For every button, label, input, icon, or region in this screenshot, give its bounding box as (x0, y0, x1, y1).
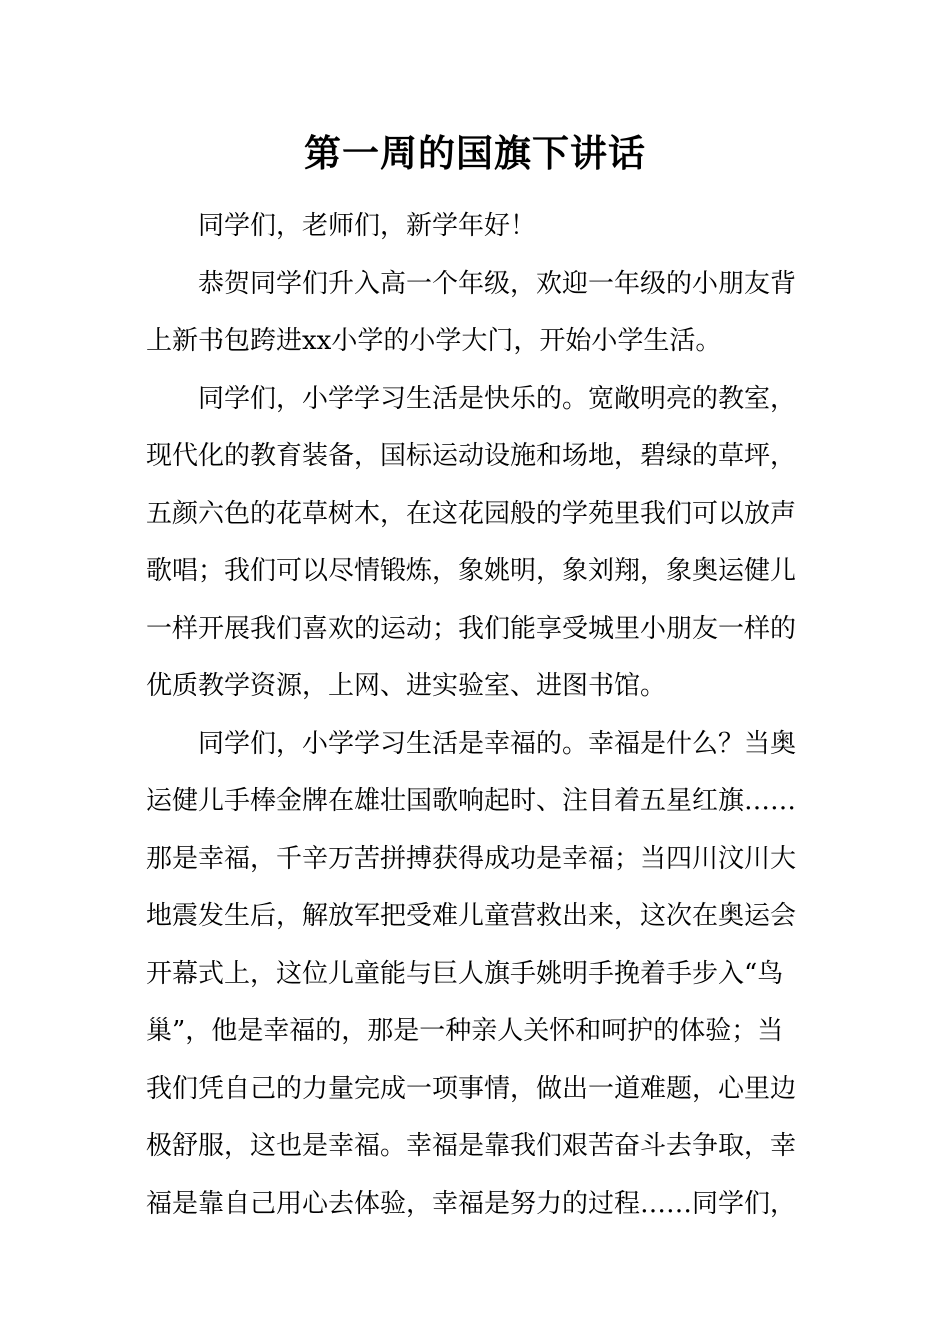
paragraph-line: 我们凭自己的力量完成一项事情，做出一道难题，心里边 (146, 1073, 797, 1104)
paragraph-line: 五颜六色的花草树木，在这花园般的学苑里我们可以放声 (146, 498, 797, 529)
document-body (146, 198, 810, 1233)
paragraph-line: 极舒服，这也是幸福。幸福是靠我们艰苦奋斗去争取，幸 (146, 1131, 797, 1161)
paragraph-line: 恭贺同学们升入高一个年级，欢迎一年级的小朋友背 (198, 268, 797, 299)
paragraph-line: 开幕式上，这位儿童能与巨人旗手姚明手挽着手步入“鸟 (146, 958, 784, 989)
paragraph-line: 同学们，小学学习生活是快乐的。宽敞明亮的教室， (198, 383, 797, 414)
paragraph-line: 同学们，小学学习生活是幸福的。幸福是什么？当奥 (198, 728, 797, 759)
paragraph-line: 现代化的教育装备，国标运动设施和场地，碧绿的草坪， (146, 441, 797, 471)
paragraph-line: 歌唱；我们可以尽情锻炼，象姚明，象刘翔，象奥运健儿 (146, 556, 797, 586)
greeting-line: 同学们，老师们，新学年好！ (198, 211, 537, 241)
paragraph-line: 那是幸福，千辛万苦拼搏获得成功是幸福；当四川汶川大 (146, 843, 797, 874)
paragraph-line: 福是靠自己用心去体验，幸福是努力的过程……同学们， (146, 1188, 797, 1219)
paragraph-line: 优质教学资源，上网、进实验室、进图书馆。 (146, 671, 667, 701)
paragraph-line: 运健儿手棒金牌在雄壮国歌响起时、注目着五星红旗…… (146, 786, 797, 816)
document-title: 第一周的国旗下讲话 (304, 131, 646, 175)
paragraph-line: 一样开展我们喜欢的运动；我们能享受城里小朋友一样的 (146, 613, 797, 644)
paragraph-line: 地震发生后，解放军把受难儿童营救出来，这次在奥运会 (146, 901, 797, 931)
paragraph-line: 上新书包跨进xx小学的小学大门，开始小学生活。 (146, 326, 722, 356)
paragraph-line: 巢”，他是幸福的，那是一种亲人关怀和呵护的体验；当 (146, 1016, 784, 1046)
